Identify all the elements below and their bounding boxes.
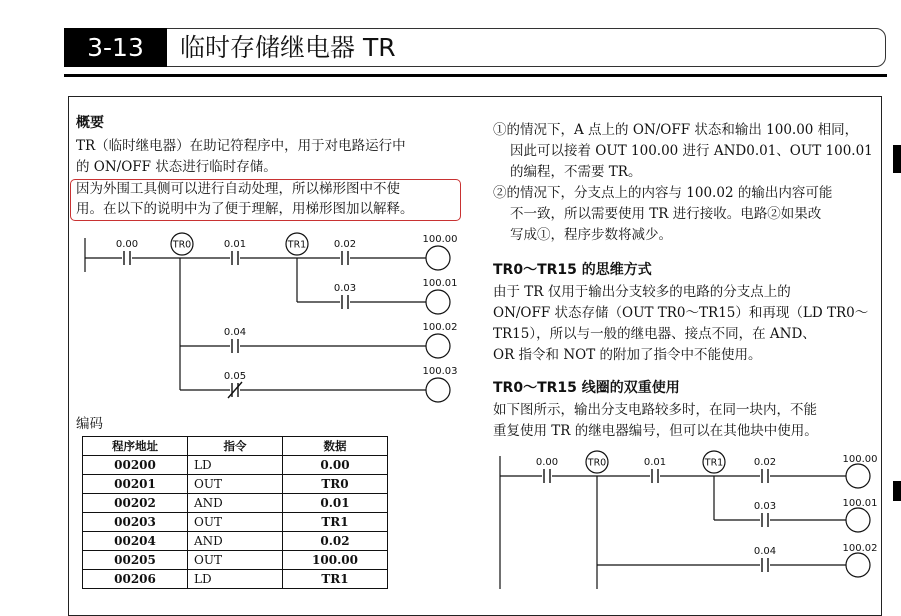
- cell-address: 00206: [83, 570, 188, 589]
- cell-instruction: AND: [188, 494, 283, 513]
- table-header: 指令: [188, 437, 283, 456]
- para1-line-3: 的编程，不需要 TR。: [510, 164, 642, 180]
- contact-label: 0.01: [643, 457, 667, 468]
- note-line-1: 因为外围工具侧可以进行自动处理，所以梯形图中不使: [76, 181, 400, 197]
- ladder-diagram-2: [490, 448, 885, 589]
- cell-instruction: LD: [188, 570, 283, 589]
- contact-label: 0.01: [223, 239, 247, 250]
- cell-address: 00201: [83, 475, 188, 494]
- table-row: [83, 456, 388, 475]
- section-number: 3-13: [64, 28, 167, 67]
- tr-marker: TR1: [704, 457, 724, 469]
- ladder-diagram-1: [70, 228, 470, 408]
- table-header: 数据: [283, 437, 388, 456]
- edge-tab-marker: [893, 481, 901, 501]
- tr-marker: TR0: [172, 239, 192, 251]
- para3-line-3: TR15），所以与一般的继电器、接点不同，在 AND、: [493, 326, 816, 342]
- header-rule: [64, 74, 887, 77]
- cell-data: 0.00: [283, 456, 388, 475]
- cell-address: 00202: [83, 494, 188, 513]
- table-row: [83, 513, 388, 532]
- tr-marker: TR0: [587, 457, 607, 469]
- edge-tab-marker: [893, 145, 901, 173]
- contact-label: 0.02: [333, 239, 357, 250]
- cell-data: TR0: [283, 475, 388, 494]
- para2-line-1: ②的情况下，分支点上的内容与 100.02 的输出内容可能: [493, 185, 833, 201]
- cell-instruction: LD: [188, 456, 283, 475]
- section-title: 临时存储继电器 TR: [180, 33, 396, 62]
- cell-instruction: AND: [188, 532, 283, 551]
- coding-heading: 编码: [76, 416, 103, 432]
- contact-label: 0.03: [333, 283, 357, 294]
- contact-label: 0.05: [223, 371, 247, 382]
- table-row: [83, 532, 388, 551]
- para4-line-2: 重复使用 TR 的继电器编号，但可以在其他块中使用。: [493, 423, 818, 439]
- note-line-2: 用。在以下的说明中为了便于理解，用梯形图加以解释。: [76, 201, 414, 217]
- cell-data: TR1: [283, 570, 388, 589]
- intro-line-1: TR（临时继电器）在助记符程序中，用于对电路运行中: [76, 138, 406, 154]
- cell-instruction: OUT: [188, 475, 283, 494]
- table-row: [83, 475, 388, 494]
- table-row: [83, 551, 388, 570]
- output-label: 100.00: [842, 454, 878, 465]
- contact-label: 0.02: [753, 457, 777, 468]
- table-header: 程序地址: [83, 437, 188, 456]
- para3-line-4: OR 指令和 NOT 的附加了指令中不能使用。: [493, 347, 762, 363]
- heading-tr-concept: TR0～TR15 的思维方式: [493, 262, 652, 278]
- output-label: 100.02: [842, 543, 878, 554]
- para1-line-2: 因此可以接着 OUT 100.00 进行 AND0.01、OUT 100.01: [510, 143, 873, 159]
- heading-tr-double: TR0～TR15 线圈的双重使用: [493, 380, 680, 396]
- cell-instruction: OUT: [188, 513, 283, 532]
- contact-label: 0.03: [753, 501, 777, 512]
- cell-address: 00205: [83, 551, 188, 570]
- table-row: [83, 494, 388, 513]
- cell-address: 00204: [83, 532, 188, 551]
- overview-heading: 概要: [76, 115, 104, 131]
- cell-data: 0.02: [283, 532, 388, 551]
- contact-label: 0.00: [535, 457, 559, 468]
- cell-address: 00203: [83, 513, 188, 532]
- table-row: [83, 570, 388, 589]
- contact-label: 0.00: [115, 239, 139, 250]
- para1-line-1: ①的情况下，A 点上的 ON/OFF 状态和输出 100.00 相同，: [493, 122, 859, 138]
- cell-data: 0.01: [283, 494, 388, 513]
- cell-data: TR1: [283, 513, 388, 532]
- instruction-table: [82, 436, 388, 589]
- para3-line-2: ON/OFF 状态存储（OUT TR0～TR15）和再现（LD TR0～: [493, 305, 869, 321]
- contact-label: 0.04: [223, 327, 247, 338]
- tr-marker: TR1: [287, 239, 307, 251]
- cell-address: 00200: [83, 456, 188, 475]
- output-label: 100.02: [422, 322, 458, 333]
- output-label: 100.03: [422, 366, 458, 377]
- output-label: 100.01: [422, 278, 458, 289]
- output-label: 100.00: [422, 234, 458, 245]
- para2-line-2: 不一致，所以需要使用 TR 进行接收。电路②如果改: [510, 206, 822, 222]
- para4-line-1: 如下图所示，输出分支电路较多时，在同一块内，不能: [493, 402, 817, 418]
- para2-line-3: 写成①，程序步数将减少。: [510, 227, 672, 243]
- para3-line-1: 由于 TR 仅用于输出分支较多的电路的分支点上的: [493, 284, 791, 300]
- output-label: 100.01: [842, 498, 878, 509]
- cell-data: 100.00: [283, 551, 388, 570]
- intro-line-2: 的 ON/OFF 状态进行临时存储。: [76, 159, 277, 175]
- contact-label: 0.04: [753, 546, 777, 557]
- cell-instruction: OUT: [188, 551, 283, 570]
